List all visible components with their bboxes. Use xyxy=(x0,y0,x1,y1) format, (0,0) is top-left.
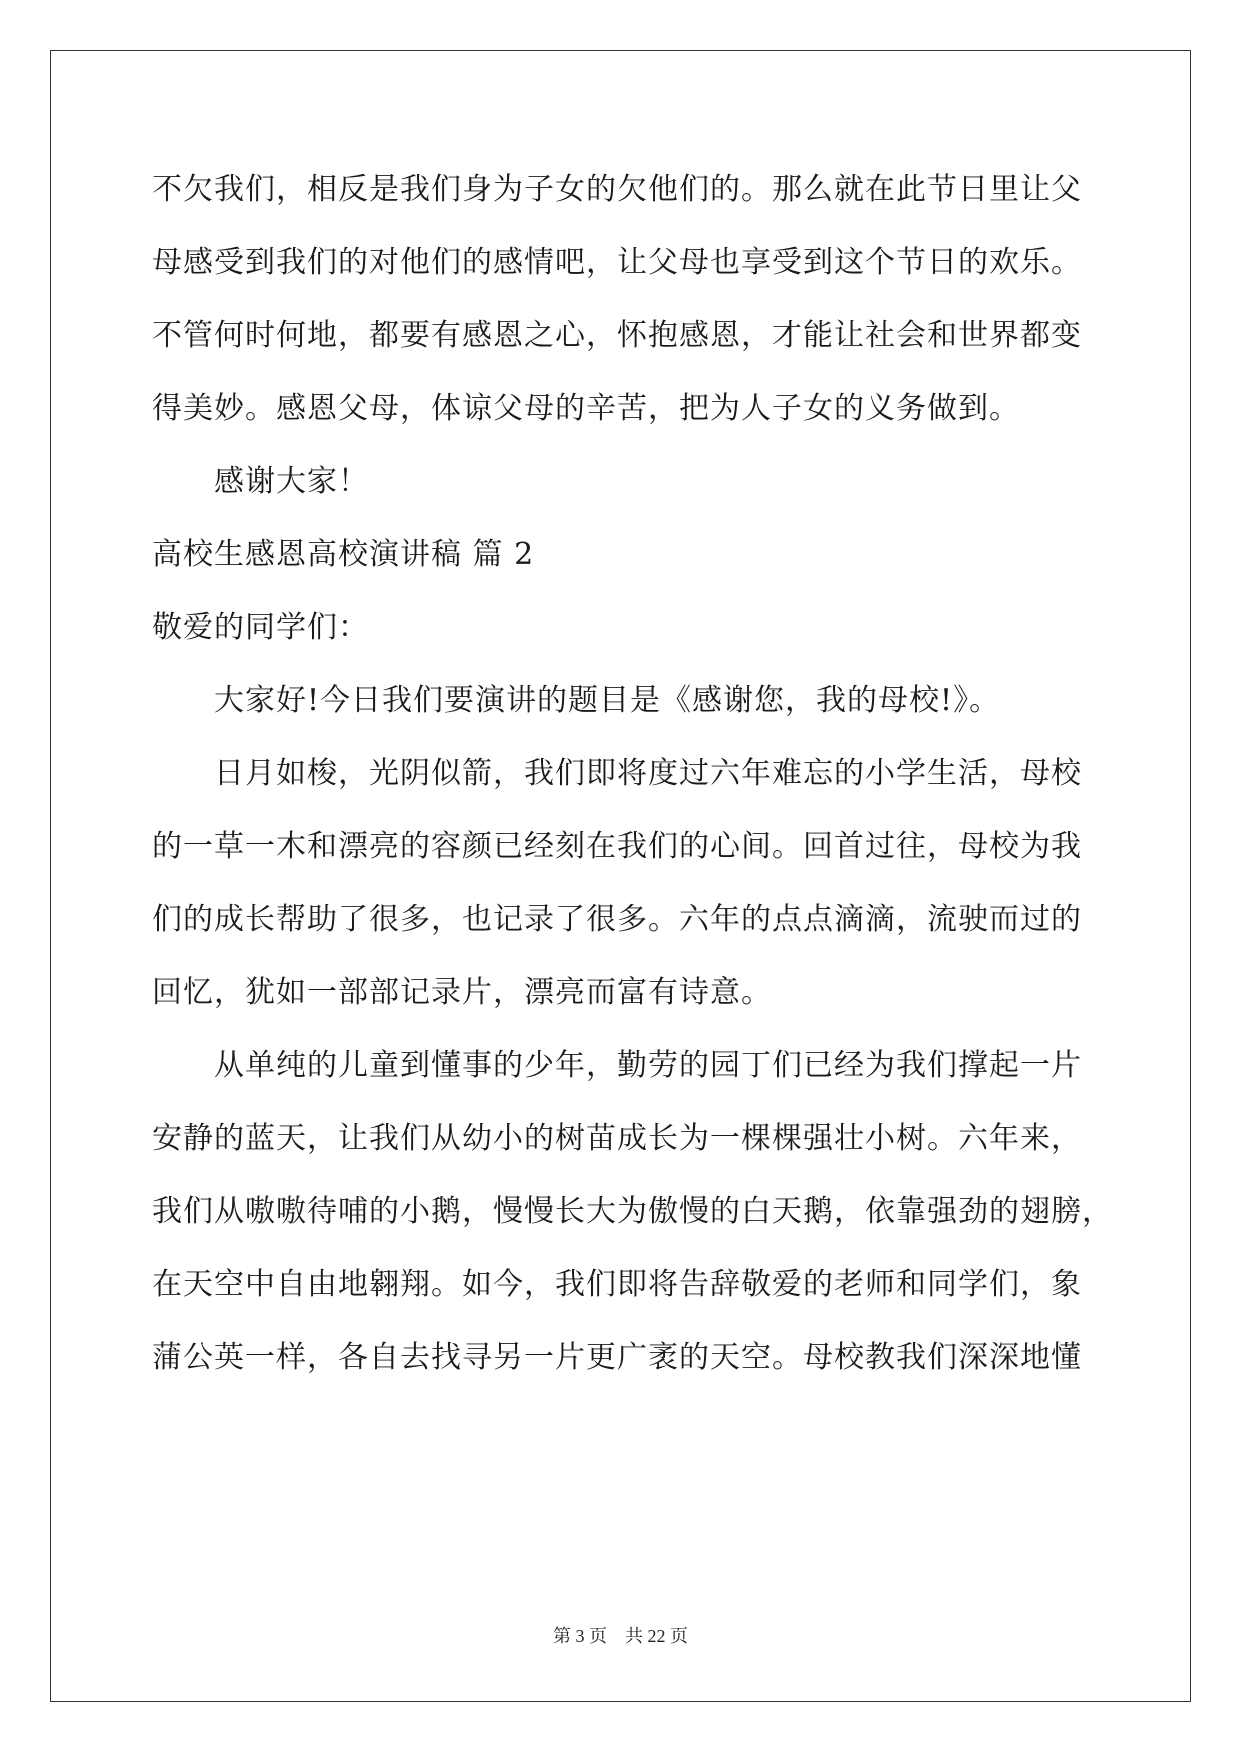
body-text-line: 我们从嗷嗷待哺的小鹅，慢慢长大为傲慢的白天鹅，依靠强劲的翅膀， xyxy=(152,1194,1113,1229)
body-text-line: 不欠我们，相反是我们身为子女的欠他们的。那么就在此节日里让父 xyxy=(152,172,1082,207)
body-text-line: 回忆，犹如一部部记录片，漂亮而富有诗意。 xyxy=(152,975,772,1010)
page-number-footer: 第 3 页 共 22 页 xyxy=(553,1626,688,1646)
body-text-line: 的一草一木和漂亮的容颜已经刻在我们的心间。回首过往，母校为我 xyxy=(152,829,1082,864)
body-text-line: 蒲公英一样，各自去找寻另一片更广袤的天空。母校教我们深深地懂 xyxy=(152,1340,1082,1375)
body-text-line: 从单纯的儿童到懂事的少年，勤劳的园丁们已经为我们撑起一片 xyxy=(214,1048,1082,1083)
closing-thanks: 感谢大家！ xyxy=(214,464,369,499)
body-text-line: 得美妙。感恩父母，体谅父母的辛苦，把为人子女的义务做到。 xyxy=(152,391,1020,426)
body-text-line: 大家好!今日我们要演讲的题目是《感谢您，我的母校!》。 xyxy=(214,683,1001,718)
body-text-line: 们的成长帮助了很多，也记录了很多。六年的点点滴滴，流驶而过的 xyxy=(152,902,1082,937)
section-heading: 高校生感恩高校演讲稿 篇 2 xyxy=(152,537,535,572)
page-border xyxy=(50,50,1191,1702)
body-text-line: 安静的蓝天，让我们从幼小的树苗成长为一棵棵强壮小树。六年来， xyxy=(152,1121,1082,1156)
body-text-line: 母感受到我们的对他们的感情吧，让父母也享受到这个节日的欢乐。 xyxy=(152,245,1082,280)
body-text-line: 不管何时何地，都要有感恩之心，怀抱感恩，才能让社会和世界都变 xyxy=(152,318,1082,353)
body-text-line: 在天空中自由地翱翔。如今，我们即将告辞敬爱的老师和同学们，象 xyxy=(152,1267,1082,1302)
salutation: 敬爱的同学们： xyxy=(152,610,369,645)
body-text-line: 日月如梭，光阴似箭，我们即将度过六年难忘的小学生活，母校 xyxy=(214,756,1082,791)
